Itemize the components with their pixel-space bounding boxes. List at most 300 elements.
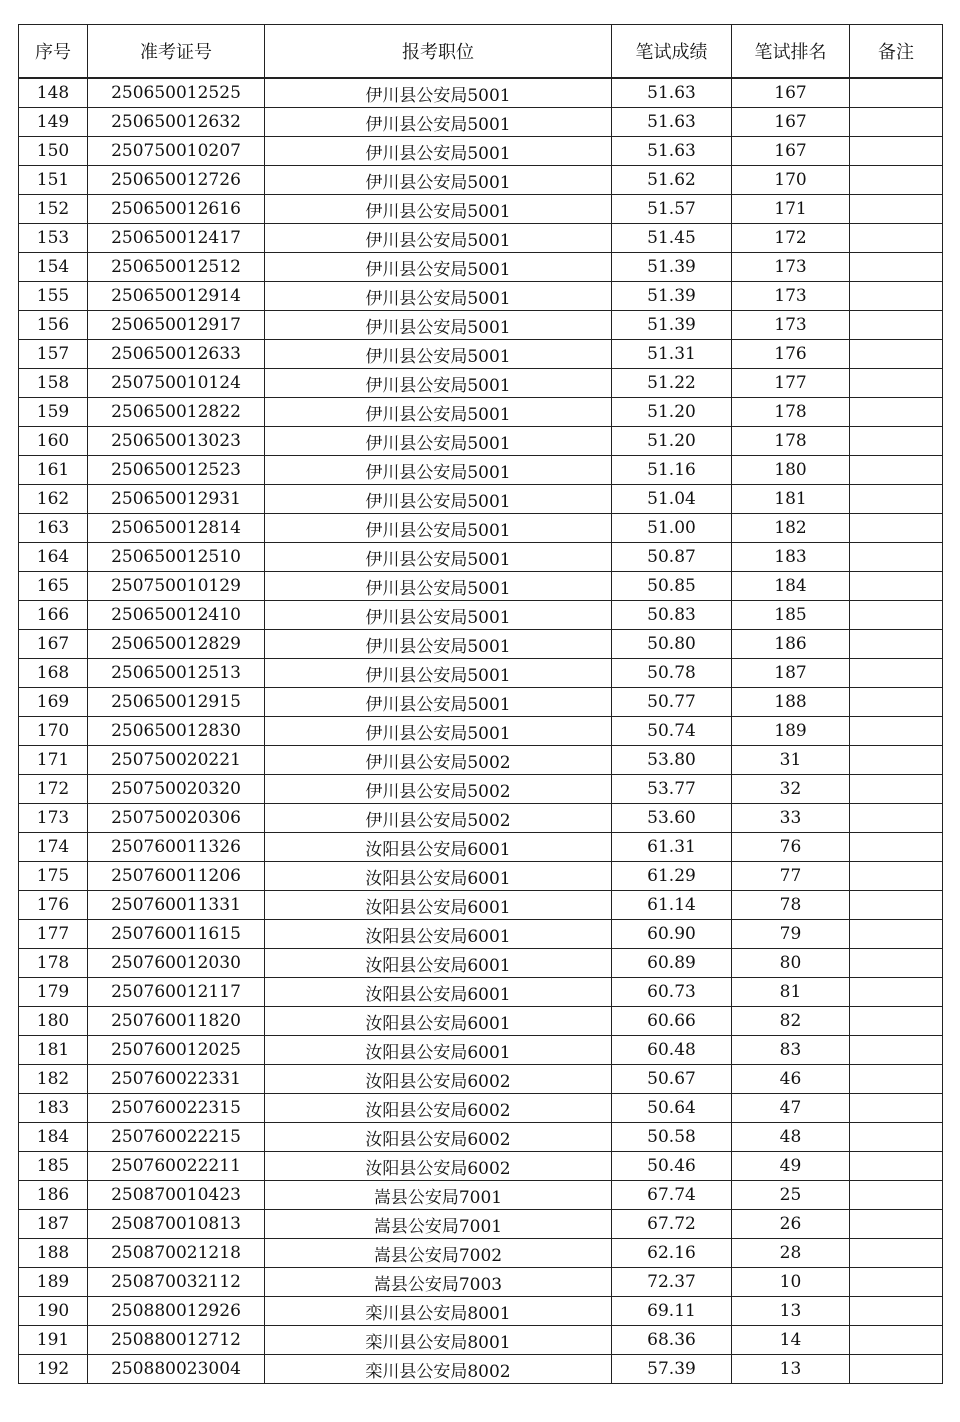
cell-written-score: 50.80 bbox=[612, 630, 732, 659]
table-row bbox=[19, 833, 943, 862]
cell-remarks bbox=[850, 920, 943, 949]
table-row bbox=[19, 1326, 943, 1355]
cell-position: 伊川县公安局5001 bbox=[265, 224, 612, 253]
cell-position: 伊川县公安局5001 bbox=[265, 108, 612, 137]
table-row bbox=[19, 398, 943, 427]
cell-position: 嵩县公安局7001 bbox=[265, 1210, 612, 1239]
cell-seq: 168 bbox=[19, 659, 88, 688]
cell-written-rank: 13 bbox=[732, 1297, 850, 1326]
cell-ticket-number: 250870021218 bbox=[88, 1239, 265, 1268]
cell-ticket-number: 250870010813 bbox=[88, 1210, 265, 1239]
cell-seq: 153 bbox=[19, 224, 88, 253]
cell-remarks bbox=[850, 891, 943, 920]
cell-written-score: 50.77 bbox=[612, 688, 732, 717]
cell-remarks bbox=[850, 485, 943, 514]
cell-written-rank: 181 bbox=[732, 485, 850, 514]
cell-ticket-number: 250760022215 bbox=[88, 1123, 265, 1152]
cell-written-rank: 170 bbox=[732, 166, 850, 195]
cell-written-rank: 178 bbox=[732, 398, 850, 427]
cell-ticket-number: 250870010423 bbox=[88, 1181, 265, 1210]
cell-position: 伊川县公安局5001 bbox=[265, 340, 612, 369]
table-row bbox=[19, 456, 943, 485]
cell-position: 伊川县公安局5001 bbox=[265, 659, 612, 688]
cell-remarks bbox=[850, 978, 943, 1007]
cell-ticket-number: 250760012030 bbox=[88, 949, 265, 978]
cell-written-score: 50.87 bbox=[612, 543, 732, 572]
table-row bbox=[19, 746, 943, 775]
cell-written-rank: 167 bbox=[732, 137, 850, 166]
cell-position: 伊川县公安局5001 bbox=[265, 717, 612, 746]
cell-written-rank: 167 bbox=[732, 78, 850, 108]
cell-written-rank: 32 bbox=[732, 775, 850, 804]
cell-written-score: 50.64 bbox=[612, 1094, 732, 1123]
cell-position: 汝阳县公安局6002 bbox=[265, 1065, 612, 1094]
cell-position: 汝阳县公安局6002 bbox=[265, 1152, 612, 1181]
cell-written-rank: 79 bbox=[732, 920, 850, 949]
cell-position: 伊川县公安局5001 bbox=[265, 137, 612, 166]
cell-written-score: 51.00 bbox=[612, 514, 732, 543]
table-row bbox=[19, 340, 943, 369]
cell-position: 伊川县公安局5001 bbox=[265, 630, 612, 659]
table-row bbox=[19, 688, 943, 717]
table-row bbox=[19, 543, 943, 572]
cell-seq: 185 bbox=[19, 1152, 88, 1181]
cell-position: 汝阳县公安局6001 bbox=[265, 978, 612, 1007]
header-seq: 序号 bbox=[19, 25, 88, 79]
cell-ticket-number: 250650012510 bbox=[88, 543, 265, 572]
cell-position: 汝阳县公安局6001 bbox=[265, 833, 612, 862]
cell-ticket-number: 250760022211 bbox=[88, 1152, 265, 1181]
cell-written-rank: 185 bbox=[732, 601, 850, 630]
cell-seq: 181 bbox=[19, 1036, 88, 1065]
cell-written-rank: 178 bbox=[732, 427, 850, 456]
cell-written-rank: 10 bbox=[732, 1268, 850, 1297]
table-row bbox=[19, 1065, 943, 1094]
cell-written-rank: 14 bbox=[732, 1326, 850, 1355]
cell-position: 伊川县公安局5001 bbox=[265, 253, 612, 282]
table-row bbox=[19, 659, 943, 688]
table-header bbox=[19, 25, 943, 79]
cell-remarks bbox=[850, 1326, 943, 1355]
cell-ticket-number: 250880012712 bbox=[88, 1326, 265, 1355]
cell-written-rank: 186 bbox=[732, 630, 850, 659]
cell-written-score: 51.04 bbox=[612, 485, 732, 514]
cell-seq: 170 bbox=[19, 717, 88, 746]
header-written-rank: 笔试排名 bbox=[732, 25, 850, 79]
cell-remarks bbox=[850, 1239, 943, 1268]
cell-written-rank: 187 bbox=[732, 659, 850, 688]
cell-seq: 159 bbox=[19, 398, 88, 427]
cell-written-score: 53.60 bbox=[612, 804, 732, 833]
cell-written-score: 60.89 bbox=[612, 949, 732, 978]
cell-ticket-number: 250750010207 bbox=[88, 137, 265, 166]
cell-written-rank: 47 bbox=[732, 1094, 850, 1123]
table-row bbox=[19, 137, 943, 166]
table-row bbox=[19, 949, 943, 978]
cell-seq: 186 bbox=[19, 1181, 88, 1210]
cell-written-rank: 13 bbox=[732, 1355, 850, 1384]
table-row bbox=[19, 108, 943, 137]
cell-ticket-number: 250750010129 bbox=[88, 572, 265, 601]
cell-written-rank: 183 bbox=[732, 543, 850, 572]
table-row bbox=[19, 630, 943, 659]
cell-seq: 154 bbox=[19, 253, 88, 282]
cell-position: 伊川县公安局5001 bbox=[265, 78, 612, 108]
cell-written-score: 51.39 bbox=[612, 282, 732, 311]
cell-written-score: 67.72 bbox=[612, 1210, 732, 1239]
cell-written-score: 72.37 bbox=[612, 1268, 732, 1297]
cell-seq: 188 bbox=[19, 1239, 88, 1268]
cell-position: 伊川县公安局5002 bbox=[265, 775, 612, 804]
cell-seq: 164 bbox=[19, 543, 88, 572]
cell-written-score: 61.29 bbox=[612, 862, 732, 891]
cell-position: 栾川县公安局8001 bbox=[265, 1326, 612, 1355]
table-row bbox=[19, 1036, 943, 1065]
table-row bbox=[19, 1094, 943, 1123]
cell-remarks bbox=[850, 369, 943, 398]
table-row bbox=[19, 862, 943, 891]
cell-ticket-number: 250650012917 bbox=[88, 311, 265, 340]
cell-written-rank: 83 bbox=[732, 1036, 850, 1065]
header-position: 报考职位 bbox=[265, 25, 612, 79]
cell-position: 伊川县公安局5001 bbox=[265, 311, 612, 340]
cell-position: 嵩县公安局7002 bbox=[265, 1239, 612, 1268]
cell-written-rank: 48 bbox=[732, 1123, 850, 1152]
header-remarks: 备注 bbox=[850, 25, 943, 79]
cell-ticket-number: 250650012632 bbox=[88, 108, 265, 137]
cell-written-rank: 173 bbox=[732, 311, 850, 340]
table-row bbox=[19, 253, 943, 282]
cell-ticket-number: 250650012616 bbox=[88, 195, 265, 224]
cell-written-rank: 177 bbox=[732, 369, 850, 398]
cell-seq: 184 bbox=[19, 1123, 88, 1152]
cell-position: 栾川县公安局8001 bbox=[265, 1297, 612, 1326]
cell-written-score: 62.16 bbox=[612, 1239, 732, 1268]
table-row bbox=[19, 1007, 943, 1036]
cell-written-score: 50.67 bbox=[612, 1065, 732, 1094]
cell-written-rank: 80 bbox=[732, 949, 850, 978]
cell-remarks bbox=[850, 949, 943, 978]
cell-remarks bbox=[850, 253, 943, 282]
cell-position: 伊川县公安局5001 bbox=[265, 166, 612, 195]
cell-remarks bbox=[850, 572, 943, 601]
cell-written-rank: 189 bbox=[732, 717, 850, 746]
cell-ticket-number: 250650012830 bbox=[88, 717, 265, 746]
cell-seq: 189 bbox=[19, 1268, 88, 1297]
cell-seq: 183 bbox=[19, 1094, 88, 1123]
cell-written-score: 53.77 bbox=[612, 775, 732, 804]
table-row bbox=[19, 485, 943, 514]
cell-written-score: 50.83 bbox=[612, 601, 732, 630]
cell-remarks bbox=[850, 1036, 943, 1065]
cell-remarks bbox=[850, 1210, 943, 1239]
cell-ticket-number: 250650012829 bbox=[88, 630, 265, 659]
table-row bbox=[19, 1123, 943, 1152]
cell-remarks bbox=[850, 746, 943, 775]
cell-position: 伊川县公安局5001 bbox=[265, 688, 612, 717]
table-row bbox=[19, 891, 943, 920]
cell-written-score: 60.73 bbox=[612, 978, 732, 1007]
cell-written-score: 67.74 bbox=[612, 1181, 732, 1210]
cell-position: 伊川县公安局5001 bbox=[265, 282, 612, 311]
cell-remarks bbox=[850, 311, 943, 340]
cell-seq: 190 bbox=[19, 1297, 88, 1326]
cell-written-score: 50.85 bbox=[612, 572, 732, 601]
cell-ticket-number: 250650012410 bbox=[88, 601, 265, 630]
cell-seq: 187 bbox=[19, 1210, 88, 1239]
cell-seq: 162 bbox=[19, 485, 88, 514]
cell-written-rank: 25 bbox=[732, 1181, 850, 1210]
cell-ticket-number: 250870032112 bbox=[88, 1268, 265, 1297]
table-row bbox=[19, 572, 943, 601]
cell-ticket-number: 250650012633 bbox=[88, 340, 265, 369]
cell-seq: 178 bbox=[19, 949, 88, 978]
cell-seq: 179 bbox=[19, 978, 88, 1007]
cell-position: 伊川县公安局5001 bbox=[265, 427, 612, 456]
cell-remarks bbox=[850, 514, 943, 543]
cell-position: 嵩县公安局7003 bbox=[265, 1268, 612, 1297]
cell-seq: 172 bbox=[19, 775, 88, 804]
cell-written-rank: 26 bbox=[732, 1210, 850, 1239]
cell-position: 汝阳县公安局6001 bbox=[265, 1007, 612, 1036]
cell-remarks bbox=[850, 282, 943, 311]
cell-ticket-number: 250650012525 bbox=[88, 78, 265, 108]
cell-written-score: 60.66 bbox=[612, 1007, 732, 1036]
cell-remarks bbox=[850, 1123, 943, 1152]
table-row bbox=[19, 1239, 943, 1268]
cell-remarks bbox=[850, 108, 943, 137]
cell-remarks bbox=[850, 1355, 943, 1384]
table-row bbox=[19, 1355, 943, 1384]
cell-written-rank: 184 bbox=[732, 572, 850, 601]
cell-written-score: 51.20 bbox=[612, 398, 732, 427]
cell-remarks bbox=[850, 78, 943, 108]
cell-seq: 165 bbox=[19, 572, 88, 601]
cell-seq: 174 bbox=[19, 833, 88, 862]
table-body bbox=[19, 78, 943, 1384]
cell-position: 汝阳县公安局6001 bbox=[265, 1036, 612, 1065]
cell-remarks bbox=[850, 166, 943, 195]
cell-seq: 176 bbox=[19, 891, 88, 920]
cell-ticket-number: 250750020320 bbox=[88, 775, 265, 804]
header-row bbox=[19, 25, 943, 79]
cell-written-score: 51.39 bbox=[612, 253, 732, 282]
cell-ticket-number: 250650013023 bbox=[88, 427, 265, 456]
cell-written-score: 61.14 bbox=[612, 891, 732, 920]
cell-seq: 169 bbox=[19, 688, 88, 717]
cell-seq: 149 bbox=[19, 108, 88, 137]
cell-position: 汝阳县公安局6001 bbox=[265, 949, 612, 978]
cell-remarks bbox=[850, 804, 943, 833]
cell-seq: 182 bbox=[19, 1065, 88, 1094]
cell-position: 伊川县公安局5001 bbox=[265, 572, 612, 601]
cell-written-rank: 173 bbox=[732, 282, 850, 311]
cell-written-rank: 49 bbox=[732, 1152, 850, 1181]
table-row bbox=[19, 514, 943, 543]
cell-ticket-number: 250650012523 bbox=[88, 456, 265, 485]
cell-ticket-number: 250650012915 bbox=[88, 688, 265, 717]
cell-written-score: 57.39 bbox=[612, 1355, 732, 1384]
cell-ticket-number: 250760012025 bbox=[88, 1036, 265, 1065]
table-row bbox=[19, 920, 943, 949]
cell-seq: 191 bbox=[19, 1326, 88, 1355]
cell-remarks bbox=[850, 833, 943, 862]
cell-ticket-number: 250880023004 bbox=[88, 1355, 265, 1384]
cell-remarks bbox=[850, 688, 943, 717]
cell-written-score: 51.39 bbox=[612, 311, 732, 340]
cell-remarks bbox=[850, 717, 943, 746]
cell-written-score: 50.78 bbox=[612, 659, 732, 688]
cell-remarks bbox=[850, 1007, 943, 1036]
cell-seq: 177 bbox=[19, 920, 88, 949]
cell-written-rank: 77 bbox=[732, 862, 850, 891]
cell-written-score: 60.90 bbox=[612, 920, 732, 949]
table-row bbox=[19, 1297, 943, 1326]
cell-written-rank: 46 bbox=[732, 1065, 850, 1094]
table-row bbox=[19, 282, 943, 311]
cell-remarks bbox=[850, 1181, 943, 1210]
cell-position: 汝阳县公安局6001 bbox=[265, 920, 612, 949]
cell-written-rank: 182 bbox=[732, 514, 850, 543]
cell-written-rank: 33 bbox=[732, 804, 850, 833]
cell-written-score: 69.11 bbox=[612, 1297, 732, 1326]
cell-seq: 157 bbox=[19, 340, 88, 369]
cell-written-score: 68.36 bbox=[612, 1326, 732, 1355]
cell-remarks bbox=[850, 224, 943, 253]
cell-position: 栾川县公安局8002 bbox=[265, 1355, 612, 1384]
table-row bbox=[19, 978, 943, 1007]
cell-seq: 167 bbox=[19, 630, 88, 659]
cell-position: 汝阳县公安局6001 bbox=[265, 862, 612, 891]
cell-seq: 155 bbox=[19, 282, 88, 311]
cell-seq: 173 bbox=[19, 804, 88, 833]
table-row bbox=[19, 427, 943, 456]
cell-position: 伊川县公安局5001 bbox=[265, 398, 612, 427]
cell-seq: 171 bbox=[19, 746, 88, 775]
cell-written-score: 51.20 bbox=[612, 427, 732, 456]
cell-seq: 152 bbox=[19, 195, 88, 224]
cell-seq: 161 bbox=[19, 456, 88, 485]
cell-position: 伊川县公安局5001 bbox=[265, 195, 612, 224]
cell-remarks bbox=[850, 775, 943, 804]
cell-written-score: 53.80 bbox=[612, 746, 732, 775]
cell-seq: 156 bbox=[19, 311, 88, 340]
cell-ticket-number: 250760011331 bbox=[88, 891, 265, 920]
cell-written-score: 51.63 bbox=[612, 78, 732, 108]
cell-written-score: 51.16 bbox=[612, 456, 732, 485]
cell-ticket-number: 250760022331 bbox=[88, 1065, 265, 1094]
cell-remarks bbox=[850, 195, 943, 224]
table-row bbox=[19, 195, 943, 224]
cell-position: 伊川县公安局5001 bbox=[265, 485, 612, 514]
cell-ticket-number: 250750020306 bbox=[88, 804, 265, 833]
cell-ticket-number: 250650012814 bbox=[88, 514, 265, 543]
cell-remarks bbox=[850, 630, 943, 659]
table-row bbox=[19, 717, 943, 746]
cell-written-rank: 176 bbox=[732, 340, 850, 369]
cell-written-score: 51.45 bbox=[612, 224, 732, 253]
header-written-score: 笔试成绩 bbox=[612, 25, 732, 79]
cell-seq: 151 bbox=[19, 166, 88, 195]
cell-remarks bbox=[850, 543, 943, 572]
cell-ticket-number: 250650012931 bbox=[88, 485, 265, 514]
cell-written-score: 50.74 bbox=[612, 717, 732, 746]
table-row bbox=[19, 1181, 943, 1210]
cell-written-rank: 173 bbox=[732, 253, 850, 282]
cell-written-rank: 180 bbox=[732, 456, 850, 485]
cell-written-score: 51.57 bbox=[612, 195, 732, 224]
cell-seq: 175 bbox=[19, 862, 88, 891]
results-table bbox=[18, 24, 943, 1384]
cell-ticket-number: 250760012117 bbox=[88, 978, 265, 1007]
table-row bbox=[19, 1210, 943, 1239]
cell-written-rank: 172 bbox=[732, 224, 850, 253]
cell-seq: 160 bbox=[19, 427, 88, 456]
cell-written-score: 50.58 bbox=[612, 1123, 732, 1152]
cell-remarks bbox=[850, 427, 943, 456]
cell-ticket-number: 250650012914 bbox=[88, 282, 265, 311]
cell-seq: 148 bbox=[19, 78, 88, 108]
table-row bbox=[19, 369, 943, 398]
cell-position: 汝阳县公安局6002 bbox=[265, 1123, 612, 1152]
table-row bbox=[19, 1268, 943, 1297]
cell-remarks bbox=[850, 1268, 943, 1297]
cell-remarks bbox=[850, 1094, 943, 1123]
cell-position: 伊川县公安局5001 bbox=[265, 369, 612, 398]
cell-seq: 180 bbox=[19, 1007, 88, 1036]
table-row bbox=[19, 775, 943, 804]
cell-written-rank: 82 bbox=[732, 1007, 850, 1036]
cell-written-score: 51.22 bbox=[612, 369, 732, 398]
cell-ticket-number: 250750020221 bbox=[88, 746, 265, 775]
cell-written-rank: 28 bbox=[732, 1239, 850, 1268]
cell-written-rank: 78 bbox=[732, 891, 850, 920]
cell-ticket-number: 250760011206 bbox=[88, 862, 265, 891]
cell-position: 伊川县公安局5001 bbox=[265, 514, 612, 543]
cell-remarks bbox=[850, 1152, 943, 1181]
cell-written-score: 51.31 bbox=[612, 340, 732, 369]
cell-remarks bbox=[850, 340, 943, 369]
cell-written-rank: 167 bbox=[732, 108, 850, 137]
cell-seq: 163 bbox=[19, 514, 88, 543]
cell-written-score: 50.46 bbox=[612, 1152, 732, 1181]
cell-ticket-number: 250760011615 bbox=[88, 920, 265, 949]
cell-ticket-number: 250760022315 bbox=[88, 1094, 265, 1123]
cell-position: 伊川县公安局5002 bbox=[265, 746, 612, 775]
cell-ticket-number: 250650012417 bbox=[88, 224, 265, 253]
cell-ticket-number: 250650012822 bbox=[88, 398, 265, 427]
cell-written-score: 61.31 bbox=[612, 833, 732, 862]
cell-written-rank: 76 bbox=[732, 833, 850, 862]
cell-ticket-number: 250650012513 bbox=[88, 659, 265, 688]
table-row bbox=[19, 311, 943, 340]
cell-remarks bbox=[850, 398, 943, 427]
table-row bbox=[19, 601, 943, 630]
cell-written-rank: 171 bbox=[732, 195, 850, 224]
cell-remarks bbox=[850, 862, 943, 891]
cell-written-score: 51.63 bbox=[612, 137, 732, 166]
cell-remarks bbox=[850, 601, 943, 630]
header-ticket-number: 准考证号 bbox=[88, 25, 265, 79]
cell-position: 伊川县公安局5001 bbox=[265, 601, 612, 630]
cell-written-score: 51.63 bbox=[612, 108, 732, 137]
cell-ticket-number: 250650012512 bbox=[88, 253, 265, 282]
cell-seq: 192 bbox=[19, 1355, 88, 1384]
table-row bbox=[19, 1152, 943, 1181]
cell-written-rank: 81 bbox=[732, 978, 850, 1007]
cell-remarks bbox=[850, 137, 943, 166]
cell-remarks bbox=[850, 456, 943, 485]
